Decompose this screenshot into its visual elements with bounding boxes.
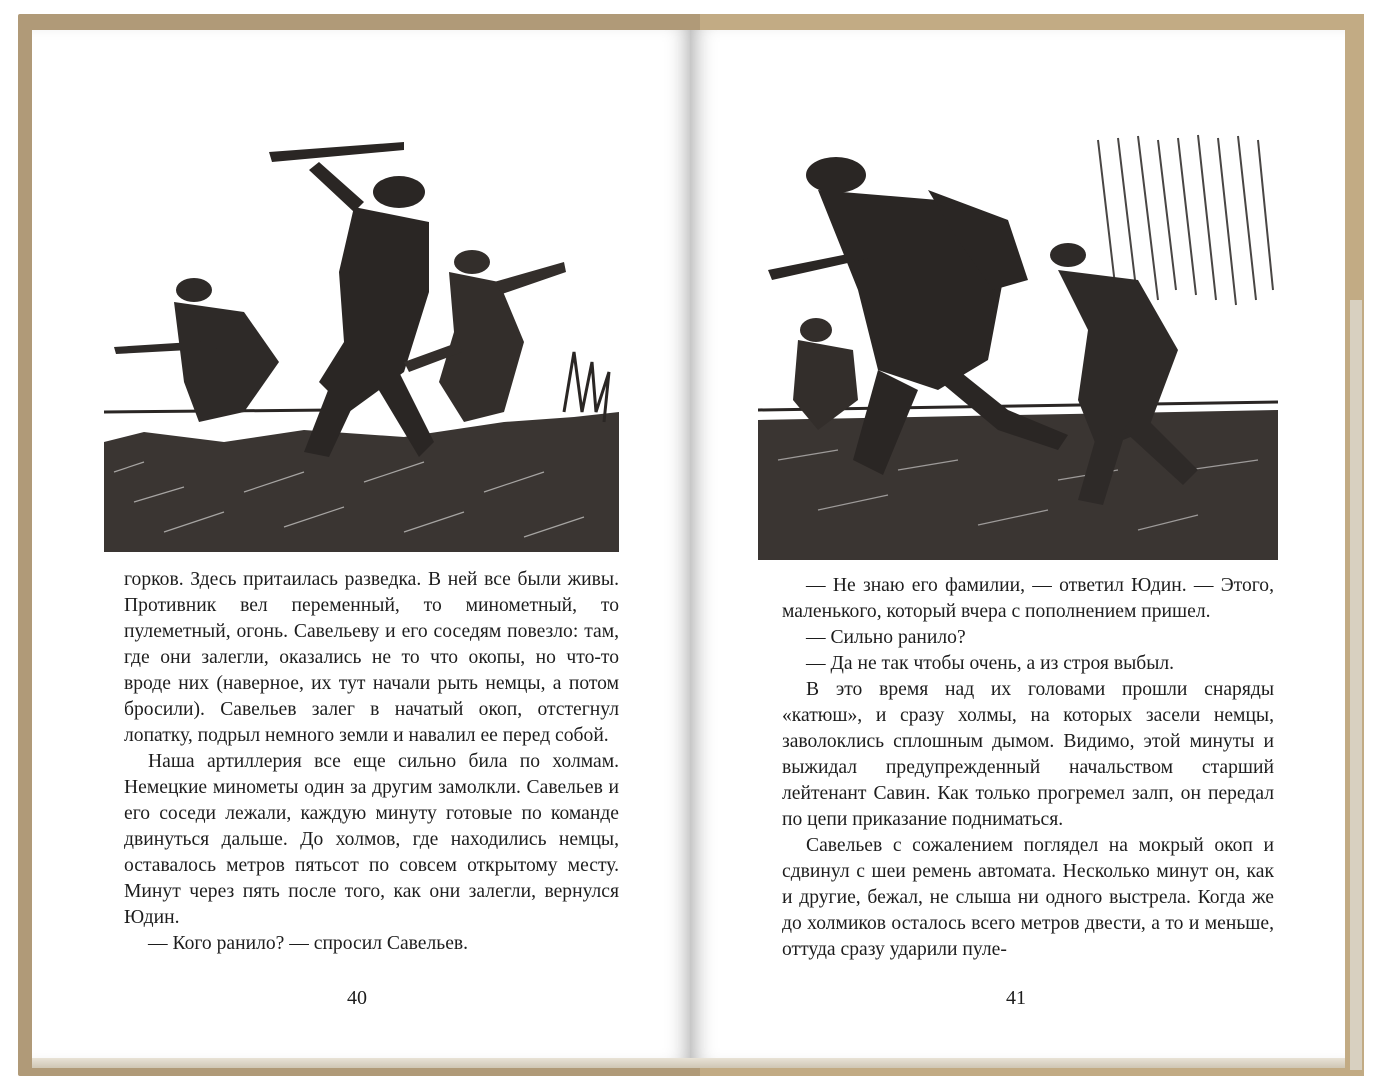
paragraph: — Кого ранило? — спросил Савельев. <box>148 933 469 954</box>
cover-edge <box>1350 300 1362 1070</box>
right-page-text <box>782 573 1274 963</box>
paragraph: — Да не так чтобы очень, а из строя выбыл. <box>806 653 1175 674</box>
paragraph: — Сильно ранило? <box>806 627 966 648</box>
soldiers-running-illustration <box>758 130 1278 560</box>
paragraph: горков. Здесь притаилась разведка. В ней все были живы. Противник вел переменный, то минометный, то пулеметный, огонь. Савельеву и его соседям повезло: там, где они залегли, оказались не то что окопы, но что-то вроде них (наверное, их тут начали рыть немцы, а потом бросили). Савельев залег в начатый окоп, отстегнул лопатку, подрыл немного земли и навалил ее перед собой. <box>124 569 619 746</box>
paragraph: В это время над их головами прошли снаряды «катюш», и сразу холмы, на которых засели немцы, заволоклись сплошным дымом. Видимо, этой минуты и выжидал предупрежденный начальством старший лейтенант Савин. Как только прогремел залп, он передал по цепи приказание подниматься. <box>782 679 1274 830</box>
illustration-left-svg <box>104 112 619 552</box>
illustration-right-svg <box>758 130 1278 560</box>
left-page-text <box>124 567 619 957</box>
right-page <box>690 30 1345 1060</box>
paragraph: Наша артиллерия все еще сильно била по холмам. Немецкие минометы один за другим замолкли. Савельев и его соседи лежали, каждую минуту готовые по команде двинуться дальше. До холмов, где находились немцы, оставалось метров пятьсот по совсем открытому месту. Минут через пять после того, как они залегли, вернулся Юдин. <box>124 751 619 928</box>
page-number: 41 <box>1006 987 1026 1009</box>
paragraph: — Не знаю его фамилии, — ответил Юдин. — Этого, маленького, который вчера с пополнением пришел. <box>782 575 1274 622</box>
left-page <box>32 30 692 1060</box>
paragraph: Савельев с сожалением поглядел на мокрый окоп и сдвинул с шеи ремень автомата. Несколько минут он, как и другие, бежал, не слыша ни одного выстрела. Когда же до холмиков осталось всего метров двести, а то и меньше, оттуда сразу ударили пуле- <box>782 835 1274 960</box>
page-number: 40 <box>347 987 367 1009</box>
soldiers-attack-illustration <box>104 112 619 552</box>
